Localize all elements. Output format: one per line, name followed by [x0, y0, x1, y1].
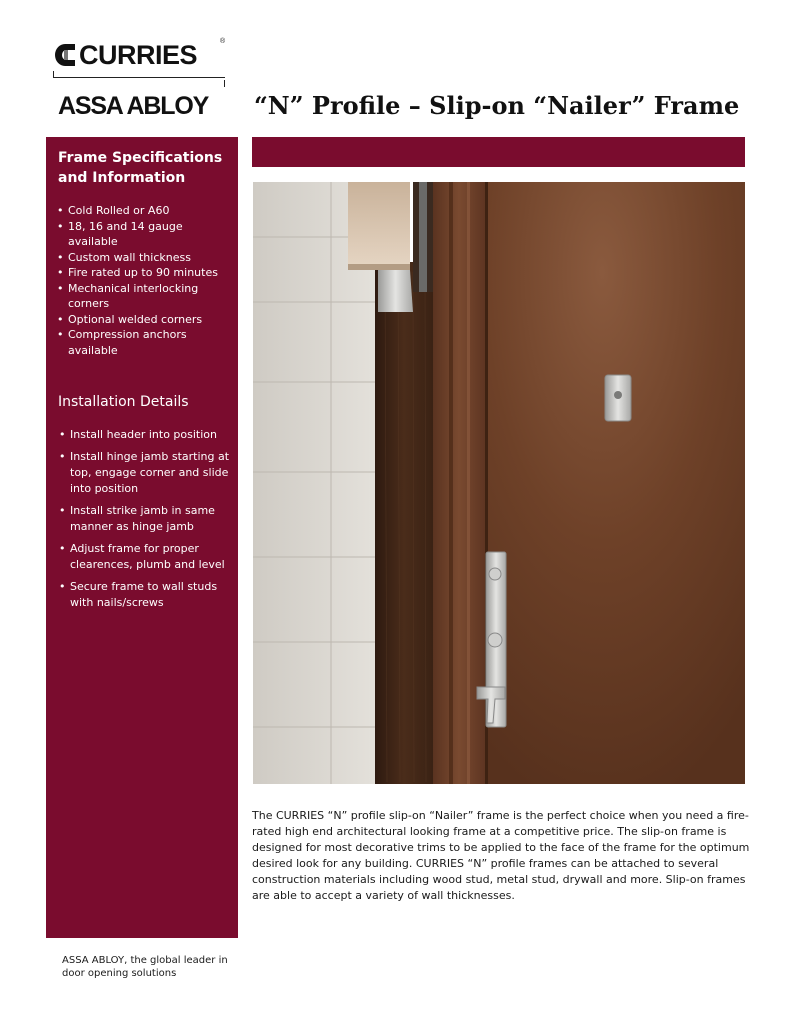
- list-item: • Optional welded corners: [56, 312, 234, 328]
- registered-mark: ®: [220, 38, 226, 45]
- door-frame-photo: [253, 182, 745, 784]
- sidebar: [46, 137, 238, 938]
- list-item: • Compression anchors available: [56, 327, 234, 358]
- list-item: • Cold Rolled or A60: [56, 203, 234, 219]
- footer-tagline: ASSA ABLOY, the global leader in door opening solutions: [62, 955, 228, 979]
- logo-rule-right: [224, 80, 225, 87]
- list-item: • Install strike jamb in same manner as hinge jamb: [58, 503, 236, 535]
- spec-heading: Frame Specifications and Information: [58, 150, 223, 186]
- assa-abloy-logo: ASSA ABLOY: [58, 92, 209, 120]
- curries-logo-text: CURRIES: [79, 40, 198, 70]
- list-item: • 18, 16 and 14 gauge available: [56, 219, 234, 250]
- page-title: “N” Profile – Slip-on “Nailer” Frame: [254, 91, 740, 120]
- logo-rule: [53, 77, 225, 78]
- curries-logo: [55, 40, 225, 72]
- title-accent-bar: [252, 137, 745, 167]
- list-item: • Install hinge jamb starting at top, engage corner and slide into position: [58, 449, 236, 497]
- list-item: • Install header into position: [58, 427, 236, 443]
- list-item: • Fire rated up to 90 minutes: [56, 265, 234, 281]
- install-heading: Installation Details: [58, 394, 189, 410]
- curries-logo-mark-icon: [55, 42, 79, 68]
- description-paragraph: The CURRIES “N” profile slip-on “Nailer” frame is the perfect choice when you need a fire-rated high end architectural looking frame at a competitive price. The slip-on frame is designed for most decorative trims to be applied to the face of the frame for the optimum desired look for any building. CURRIES “N” profile frames can be attached to several construction materials including wood stud, metal stud, drywall and more. Slip-on frames are able to accept a variety of wall thicknesses.: [252, 809, 750, 902]
- list-item: • Adjust frame for proper clearences, plumb and level: [58, 541, 236, 573]
- install-list: [58, 427, 236, 617]
- list-item: • Secure frame to wall studs with nails/screws: [58, 579, 236, 611]
- list-item: • Mechanical interlocking corners: [56, 281, 234, 312]
- spec-list: [56, 203, 234, 358]
- list-item: • Custom wall thickness: [56, 250, 234, 266]
